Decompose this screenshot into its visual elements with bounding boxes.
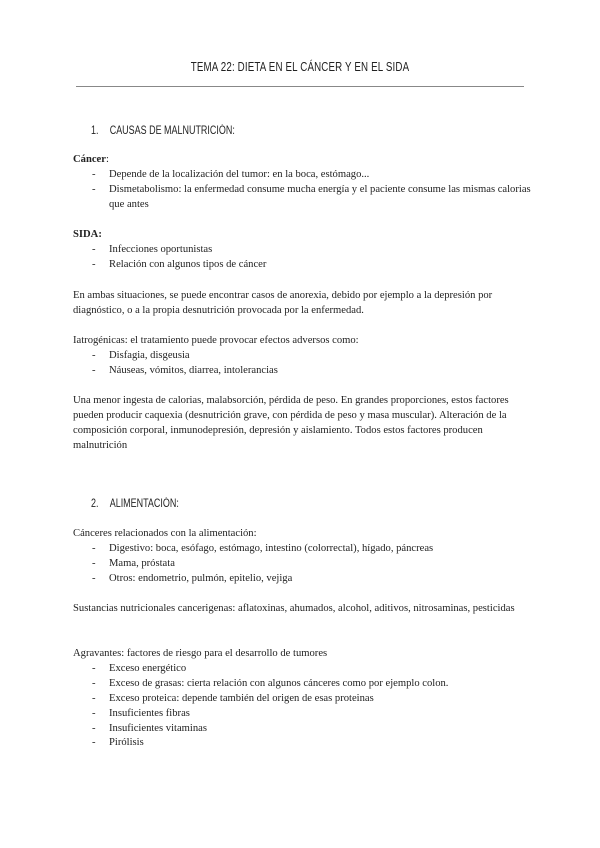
item-text: Exceso proteica: depende también del origen de esas proteinas bbox=[109, 692, 374, 704]
section-number: 2. bbox=[91, 498, 99, 510]
bullet: - bbox=[92, 737, 96, 749]
bullet: - bbox=[92, 662, 96, 674]
document-title: TEMA 22: DIETA EN EL CÁNCER Y EN EL SIDA bbox=[190, 60, 410, 74]
related-cancers bbox=[73, 527, 533, 587]
bullet: - bbox=[92, 722, 96, 734]
list-item bbox=[73, 258, 533, 273]
item-text: Dismetabolismo: la enfermedad consume mucha energía y el paciente consume las mismas calorias que antes bbox=[109, 183, 531, 210]
paragraph: En ambas situaciones, se puede encontrar casos de anorexia, debido por ejemplo a la depresión por diagnóstico, o a la propia desnutrición provocada por la enfermedad. bbox=[73, 290, 493, 316]
aggravating-label: Agravantes: factores de riesgo para el desarrollo de tumores bbox=[73, 648, 328, 659]
bullet: - bbox=[92, 542, 96, 554]
item-text: Pirólisis bbox=[109, 737, 144, 749]
list-item bbox=[73, 736, 533, 751]
bullet: - bbox=[92, 677, 96, 689]
list-item bbox=[73, 692, 533, 707]
section-title: ALIMENTACIÓN: bbox=[109, 498, 179, 510]
aggravating-factors bbox=[73, 647, 533, 751]
bullet: - bbox=[92, 243, 96, 255]
bullet: - bbox=[92, 557, 96, 569]
list-item bbox=[73, 707, 533, 722]
bullet: - bbox=[92, 168, 96, 180]
paragraph: Sustancias nutricionales cancerigenas: aflatoxinas, ahumados, alcohol, aditivos, nitrosaminas, pesticidas bbox=[73, 603, 515, 614]
sida-causes bbox=[73, 228, 533, 273]
item-text: Disfagia, disgeusia bbox=[109, 349, 190, 361]
item-text: Mama, próstata bbox=[109, 557, 175, 569]
item-text: Exceso de grasas: cierta relación con algunos cánceres como por ejemplo colon. bbox=[109, 677, 449, 689]
paragraph: Una menor ingesta de calorias, malabsorción, pérdida de peso. En grandes proporciones, estos factores pueden producir caquexia (desnutrición grave, con pérdida de peso y masa muscular). Alteración de la composición corporal, inmunodepresión, depresión y aislamiento. Todos estos factores producen malnutrición bbox=[73, 395, 509, 451]
paragraph-malnutrition bbox=[73, 394, 533, 454]
list-item bbox=[73, 168, 533, 183]
list-item bbox=[73, 677, 533, 692]
cancer-label: Cáncer bbox=[73, 154, 106, 165]
section-number: 1. bbox=[91, 125, 99, 137]
related-label: Cánceres relacionados con la alimentación: bbox=[73, 528, 257, 539]
item-text: Depende de la localización del tumor: en la boca, estómago... bbox=[109, 168, 370, 180]
bullet: - bbox=[92, 349, 96, 361]
sida-label: SIDA: bbox=[73, 229, 102, 240]
item-text: Insuficientes fibras bbox=[109, 707, 190, 719]
list-item bbox=[73, 722, 533, 737]
bullet: - bbox=[92, 707, 96, 719]
iatrogenic-label: Iatrogénicas: el tratamiento puede provocar efectos adversos como: bbox=[73, 335, 359, 346]
item-text: Exceso energético bbox=[109, 662, 187, 674]
section-heading-2 bbox=[91, 498, 179, 510]
item-text: Otros: endometrio, pulmón, epitelio, vejiga bbox=[109, 572, 293, 584]
list-item bbox=[73, 557, 533, 572]
bullet: - bbox=[92, 692, 96, 704]
list-item bbox=[73, 349, 533, 364]
title-divider bbox=[76, 86, 524, 87]
section-title: CAUSAS DE MALNUTRICIÓN: bbox=[109, 125, 235, 137]
list-item bbox=[73, 243, 533, 258]
list-item bbox=[73, 364, 533, 379]
iatrogenic-block bbox=[73, 334, 533, 379]
item-text: Relación con algunos tipos de cáncer bbox=[109, 258, 267, 270]
cancer-causes: Cáncer: - Depende de la localización del tumor: en la boca, estómago... - Dismetabolismo: la enfermedad consume mucha energía y el paciente consume las mismas calorias que antes bbox=[73, 153, 533, 213]
bullet: - bbox=[92, 572, 96, 584]
item-text: Digestivo: boca, esófago, estómago, intestino (colorrectal), hígado, páncreas bbox=[109, 542, 434, 554]
list-item bbox=[73, 572, 533, 587]
item-text: Náuseas, vómitos, diarrea, intolerancias bbox=[109, 364, 278, 376]
section-heading-1 bbox=[91, 125, 235, 137]
list-item bbox=[73, 183, 533, 213]
paragraph-substances bbox=[73, 602, 533, 617]
list-item bbox=[73, 542, 533, 557]
paragraph-anorexia bbox=[73, 289, 533, 319]
bullet: - bbox=[92, 183, 96, 195]
bullet: - bbox=[92, 258, 96, 270]
item-text: Insuficientes vitaminas bbox=[109, 722, 207, 734]
list-item bbox=[73, 662, 533, 677]
bullet: - bbox=[92, 364, 96, 376]
item-text: Infecciones oportunistas bbox=[109, 243, 213, 255]
